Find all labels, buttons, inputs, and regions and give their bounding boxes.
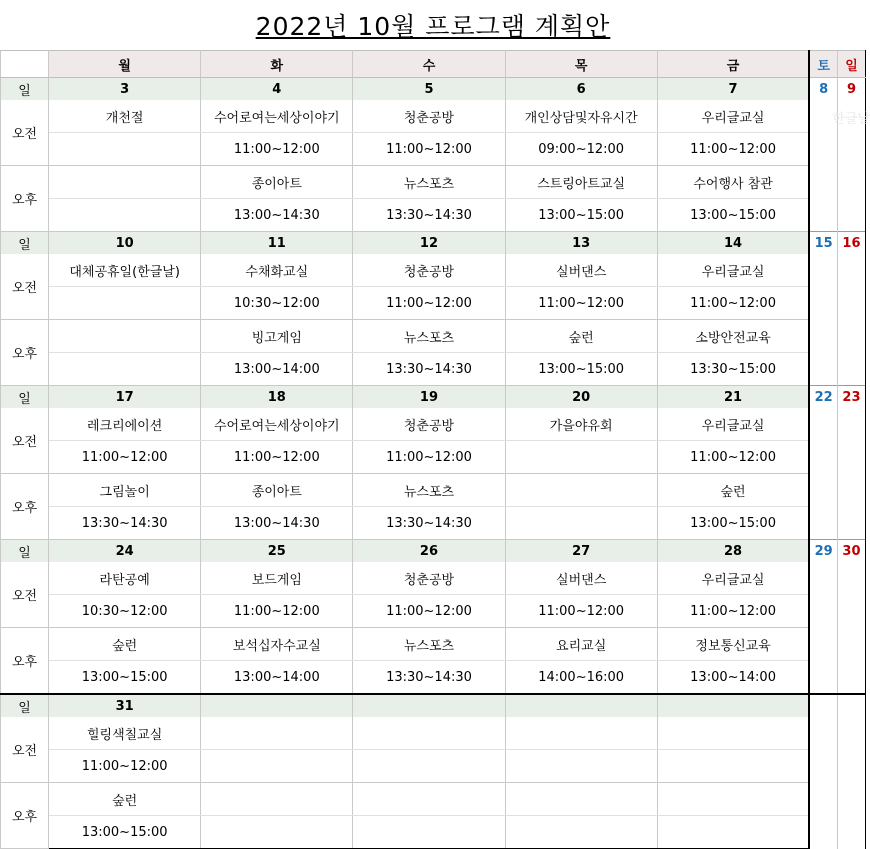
saturday-cell (809, 100, 870, 166)
saturday-cell (809, 166, 837, 232)
date-cell: 24 (49, 540, 201, 563)
week-date-row (1, 540, 866, 563)
program-time (201, 816, 353, 849)
program-time (657, 816, 809, 849)
week-date-row (1, 694, 866, 717)
am-program-row (1, 562, 866, 595)
row-label-am: 오전 (1, 562, 49, 628)
program-name: 실버댄스 (505, 254, 657, 287)
program-time: 13:00~15:00 (505, 353, 657, 386)
pm-program-row (1, 628, 866, 661)
am-program-row (1, 254, 866, 287)
program-time: 13:00~14:30 (201, 199, 353, 232)
program-name: 종이아트 (201, 166, 353, 199)
saturday-date (809, 694, 837, 717)
sunday-date: 9 (837, 78, 865, 101)
program-time: 11:00~12:00 (353, 595, 505, 628)
row-label-am: 오전 (1, 408, 49, 474)
program-name: 개천절 (49, 100, 201, 133)
program-time: 11:00~12:00 (201, 133, 353, 166)
sunday-cell (837, 254, 865, 320)
date-cell: 27 (505, 540, 657, 563)
program-name: 뉴스포츠 (353, 628, 505, 661)
date-cell: 28 (657, 540, 809, 563)
program-time: 13:30~14:30 (353, 661, 505, 695)
program-name: 그림놀이 (49, 474, 201, 507)
program-time: 13:00~15:00 (505, 199, 657, 232)
date-cell (201, 694, 353, 717)
program-name: 수채화교실 (201, 254, 353, 287)
saturday-cell (809, 320, 837, 386)
program-name: 뉴스포츠 (353, 474, 505, 507)
program-time (49, 287, 201, 320)
am-program-row (1, 408, 866, 441)
row-label-sunday: 일 (1, 232, 49, 255)
am-program-row (1, 100, 866, 133)
saturday-cell (809, 783, 837, 849)
pm-time-row (1, 816, 866, 849)
am-time-row (1, 133, 866, 166)
date-cell: 4 (201, 78, 353, 101)
program-name (353, 717, 505, 750)
program-name: 수어행사 참관 (657, 166, 809, 199)
program-time: 11:00~12:00 (49, 750, 201, 783)
program-time: 13:30~14:30 (353, 507, 505, 540)
row-label-am: 오전 (1, 100, 49, 166)
date-cell: 11 (201, 232, 353, 255)
row-label-sunday: 일 (1, 78, 49, 101)
program-time: 11:00~12:00 (505, 287, 657, 320)
program-name: 실버댄스 (505, 562, 657, 595)
program-time: 11:00~12:00 (353, 441, 505, 474)
program-name: 청춘공방 (353, 254, 505, 287)
program-time: 11:00~12:00 (657, 287, 809, 320)
program-time (505, 816, 657, 849)
program-time (353, 816, 505, 849)
program-name: 레크리에이션 (49, 408, 201, 441)
sunday-date: 16 (837, 232, 865, 255)
row-label-pm: 오후 (1, 783, 49, 849)
date-cell: 18 (201, 386, 353, 409)
program-name (201, 717, 353, 750)
program-name: 뉴스포츠 (353, 320, 505, 353)
program-time (505, 750, 657, 783)
week-date-row (1, 386, 866, 409)
date-cell: 5 (353, 78, 505, 101)
program-name: 빙고게임 (201, 320, 353, 353)
program-time: 11:00~12:00 (353, 133, 505, 166)
program-time: 13:00~14:30 (201, 507, 353, 540)
program-name: 우리글교실 (657, 100, 809, 133)
pm-time-row (1, 661, 866, 695)
date-cell: 7 (657, 78, 809, 101)
program-name: 대체공휴일(한글날) (49, 254, 201, 287)
sunday-cell (837, 408, 865, 474)
saturday-date: 22 (809, 386, 837, 409)
date-cell: 19 (353, 386, 505, 409)
pm-time-row (1, 199, 866, 232)
program-time: 14:00~16:00 (505, 661, 657, 695)
program-time: 13:30~14:30 (353, 199, 505, 232)
program-name: 우리글교실 (657, 562, 809, 595)
program-name: 숲런 (49, 628, 201, 661)
row-label-pm: 오후 (1, 166, 49, 232)
program-name: 청춘공방 (353, 562, 505, 595)
program-time (49, 199, 201, 232)
pm-program-row (1, 166, 866, 199)
saturday-cell (809, 474, 837, 540)
am-time-row (1, 750, 866, 783)
program-time: 13:00~15:00 (49, 661, 201, 695)
program-name (353, 783, 505, 816)
header-tue: 화 (201, 51, 353, 78)
row-label-pm: 오후 (1, 320, 49, 386)
program-time: 11:00~12:00 (353, 287, 505, 320)
program-name: 요리교실 (505, 628, 657, 661)
header-mon: 월 (49, 51, 201, 78)
sunday-cell (837, 562, 865, 628)
program-time: 11:00~12:00 (657, 595, 809, 628)
program-time: 13:30~14:30 (353, 353, 505, 386)
program-name (49, 166, 201, 199)
program-name: 우리글교실 (657, 254, 809, 287)
header-fri: 금 (657, 51, 809, 78)
program-name: 숲런 (657, 474, 809, 507)
date-cell: 17 (49, 386, 201, 409)
am-time-row (1, 441, 866, 474)
row-label-am: 오전 (1, 717, 49, 783)
program-time (201, 750, 353, 783)
sunday-cell (837, 100, 865, 166)
saturday-cell (809, 562, 837, 628)
program-name: 종이아트 (201, 474, 353, 507)
sunday-cell (837, 628, 865, 695)
week-date-row (1, 232, 866, 255)
program-time: 13:00~15:00 (657, 199, 809, 232)
saturday-cell (809, 717, 837, 783)
program-time: 13:30~14:30 (49, 507, 201, 540)
program-name (201, 783, 353, 816)
date-cell: 25 (201, 540, 353, 563)
program-name: 숲런 (505, 320, 657, 353)
row-label-sunday: 일 (1, 386, 49, 409)
date-cell: 20 (505, 386, 657, 409)
pm-time-row (1, 507, 866, 540)
program-name: 숲런 (49, 783, 201, 816)
date-cell: 6 (505, 78, 657, 101)
sunday-cell (837, 320, 865, 386)
program-name (49, 320, 201, 353)
program-name: 힐링색칠교실 (49, 717, 201, 750)
program-time: 10:30~12:00 (201, 287, 353, 320)
program-name (657, 783, 809, 816)
date-cell: 26 (353, 540, 505, 563)
sunday-cell (837, 717, 865, 783)
program-time (49, 353, 201, 386)
program-name: 개인상담및자유시간 (505, 100, 657, 133)
header-sun: 일 (837, 51, 865, 78)
date-cell: 10 (49, 232, 201, 255)
date-cell (505, 694, 657, 717)
program-time: 13:00~14:00 (657, 661, 809, 695)
program-name: 우리글교실 (657, 408, 809, 441)
page-title: 2022년 10월 프로그램 계획안 (255, 12, 611, 41)
saturday-date: 15 (809, 232, 837, 255)
program-name: 가을야유회 (505, 408, 657, 441)
program-time (49, 133, 201, 166)
date-cell (353, 694, 505, 717)
row-label-pm: 오후 (1, 628, 49, 695)
program-time: 11:00~12:00 (201, 595, 353, 628)
program-name: 라탄공예 (49, 562, 201, 595)
date-cell: 3 (49, 78, 201, 101)
program-time: 13:00~14:00 (201, 661, 353, 695)
saturday-date: 29 (809, 540, 837, 563)
sunday-date: 23 (837, 386, 865, 409)
program-time: 11:00~12:00 (505, 595, 657, 628)
program-time: 13:00~14:00 (201, 353, 353, 386)
program-time (353, 750, 505, 783)
pm-program-row (1, 783, 866, 816)
date-cell: 14 (657, 232, 809, 255)
program-time: 11:00~12:00 (201, 441, 353, 474)
am-time-row (1, 595, 866, 628)
pm-program-row (1, 320, 866, 353)
program-time: 11:00~12:00 (657, 133, 809, 166)
program-name (505, 717, 657, 750)
pm-time-row (1, 353, 866, 386)
sunday-cell (837, 166, 865, 232)
program-name: 보드게임 (201, 562, 353, 595)
saturday-cell (809, 254, 837, 320)
row-label-pm: 오후 (1, 474, 49, 540)
program-time: 13:30~15:00 (657, 353, 809, 386)
row-label-am: 오전 (1, 254, 49, 320)
saturday-cell (809, 628, 837, 695)
am-program-row (1, 717, 866, 750)
program-name: 보석십자수교실 (201, 628, 353, 661)
program-name: 정보통신교육 (657, 628, 809, 661)
date-cell: 13 (505, 232, 657, 255)
row-label-sunday: 일 (1, 540, 49, 563)
program-time (505, 441, 657, 474)
am-time-row (1, 287, 866, 320)
sunday-cell (837, 783, 865, 849)
holiday-note: 한글날 (832, 112, 870, 127)
program-name: 청춘공방 (353, 408, 505, 441)
sunday-date: 30 (837, 540, 865, 563)
sunday-date (837, 694, 865, 717)
program-time (505, 507, 657, 540)
row-label-sunday: 일 (1, 694, 49, 717)
header-thu: 목 (505, 51, 657, 78)
sunday-cell (837, 474, 865, 540)
corner-cell (1, 51, 49, 78)
program-name: 수어로여는세상이야기 (201, 100, 353, 133)
schedule-table (0, 50, 870, 849)
program-time: 13:00~15:00 (49, 816, 201, 849)
program-time: 11:00~12:00 (49, 441, 201, 474)
program-time (657, 750, 809, 783)
program-name: 스트링아트교실 (505, 166, 657, 199)
date-cell (657, 694, 809, 717)
program-name (505, 783, 657, 816)
saturday-cell (809, 408, 837, 474)
program-name: 소방안전교육 (657, 320, 809, 353)
program-name (505, 474, 657, 507)
program-name: 뉴스포츠 (353, 166, 505, 199)
header-sat: 토 (809, 51, 837, 78)
program-name: 수어로여는세상이야기 (201, 408, 353, 441)
program-time: 13:00~15:00 (657, 507, 809, 540)
date-cell: 12 (353, 232, 505, 255)
program-name: 청춘공방 (353, 100, 505, 133)
program-name (657, 717, 809, 750)
header-wed: 수 (353, 51, 505, 78)
date-cell: 31 (49, 694, 201, 717)
day-header-row (1, 51, 866, 78)
program-time: 10:30~12:00 (49, 595, 201, 628)
pm-program-row (1, 474, 866, 507)
program-time: 11:00~12:00 (657, 441, 809, 474)
saturday-date: 8 (809, 78, 837, 101)
date-cell: 21 (657, 386, 809, 409)
week-date-row (1, 78, 866, 101)
program-time: 09:00~12:00 (505, 133, 657, 166)
